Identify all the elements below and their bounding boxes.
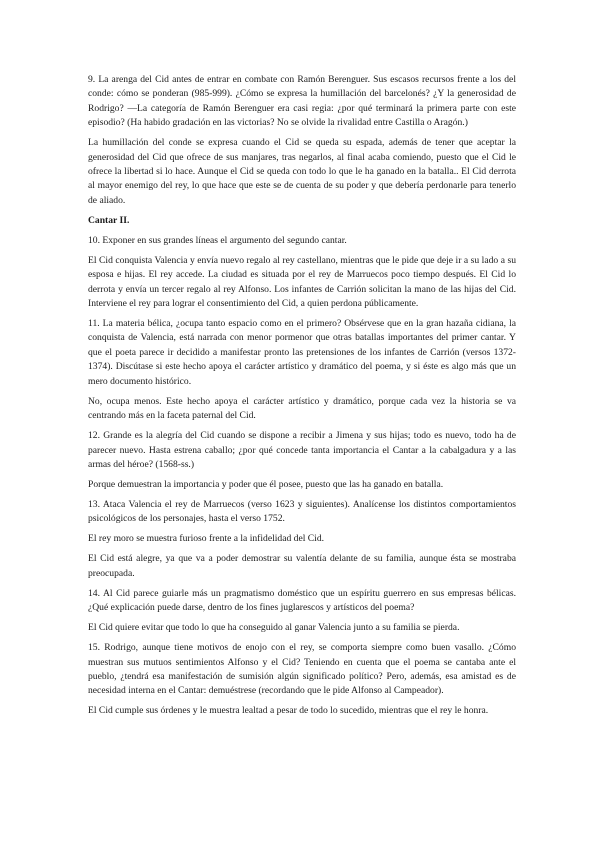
question-13: 13. Ataca Valencia el rey de Marruecos (verso 1623 y siguientes). Analícense los distintos comportamientos psicológicos de los personajes, hasta el verso 1752.: [88, 498, 516, 525]
question-14: 14. Al Cid parece guiarle más un pragmatismo doméstico que un espíritu guerrero en sus empresas bélicas. ¿Qué explicación puede darse, dentro de los fines juglarescos y artísticos del poema?: [88, 587, 516, 614]
answer-9: La humillación del conde se expresa cuando el Cid se queda su espada, además de tener que aceptar la generosidad del Cid que ofrece de sus manjares, tras negarlos, al final acaba comiendo, puesto que el Cid le ofrece la libertad si lo hace. Aunque el Cid se queda con todo lo que le ha ganado en la batalla.. El Cid derrota al mayor enemigo del rey, lo que hace que este se de cuenta de su poder y que debería perdonarle para tenerlo de aliado.: [88, 137, 516, 206]
answer-14: El Cid quiere evitar que todo lo que ha conseguido al ganar Valencia junto a su familia se pierda.: [88, 622, 460, 634]
answer-11: No, ocupa menos. Este hecho apoya el carácter artístico y dramático, porque cada vez la historia se va centrando más en la faceta paternal del Cid.: [88, 395, 516, 422]
document-body: [88, 73, 516, 724]
question-11: 11. La materia bélica, ¿ocupa tanto espacio como en el primero? Obsérvese que en la gran hazaña cidiana, la conquista de Valencia, está narrada con menor pormenor que otras batallas importantes del primer cantar. Y que el poeta parece ir decidido a manifestar pronto las pretensiones de los infantes de Carrión (versos 1372-1374). Discútase si este hecho apoya el carácter artístico y dramático del poema, y si éste es algo más que un mero documento histórico.: [88, 318, 516, 387]
question-9: 9. La arenga del Cid antes de entrar en combate con Ramón Berenguer. Sus escasos recursos frente a los del conde: cómo se ponderan (985-999). ¿Cómo se expresa la humillación del barcelonés? ¿Y la generosidad de Rodrigo? —La categoría de Ramón Berenguer era casi regia: ¿por qué terminará la primera parte con este episodio? (Ha habido gradación en las victorias? No se olvide la rivalidad entre Castilla o Aragón.): [88, 74, 516, 129]
answer-13a: El rey moro se muestra furioso frente a la infidelidad del Cid.: [88, 533, 325, 545]
question-10: 10. Exponer en sus grandes líneas el argumento del segundo cantar.: [88, 234, 347, 246]
answer-13b: El Cid está alegre, ya que va a poder demostrar su valentía delante de su familia, aunque ésta se mostraba preocupada.: [88, 553, 516, 579]
answer-12: Porque demuestran la importancia y poder que él posee, puesto que las ha ganado en batalla.: [88, 478, 444, 490]
answer-15: El Cid cumple sus órdenes y le muestra lealtad a pesar de todo lo sucedido, mientras que el rey le honra.: [88, 705, 489, 717]
question-15: 15. Rodrigo, aunque tiene motivos de enojo con el rey, se comporta siempre como buen vasallo. ¿Cómo muestran sus mutuos sentimientos Alfonso y el Cid? Teniendo en cuenta que el poema se cantaba ante el pueblo, ¿tendrá esa manifestación de sumisión algún significado político? Pero, además, esa amistad es de necesidad interna en el Cantar: demuéstrese (recordando que le pide Alfonso al Campeador).: [88, 642, 516, 697]
question-12: 12. Grande es la alegría del Cid cuando se dispone a recibir a Jimena y sus hijas; todo es nuevo, todo ha de parecer nuevo. Hasta estrena caballo; ¿por qué concede tanta importancia el Cantar a la cabalgadura y a las armas del héroe? (1568-ss.): [88, 430, 516, 470]
answer-10: El Cid conquista Valencia y envía nuevo regalo al rey castellano, mientras que le pide que deje ir a su lado a su esposa e hijas. El rey accede. La ciudad es situada por el rey de Marruecos poco tiempo después. El Cid lo derrota y envía un tercer regalo al rey Alfonso. Los infantes de Carrión solicitan la mano de las hijas del Cid. Interviene el rey para lograr el consentimiento del Cid, a quien perdona públicamente.: [88, 254, 516, 310]
section-heading-cantar-2: Cantar II.: [88, 214, 130, 226]
